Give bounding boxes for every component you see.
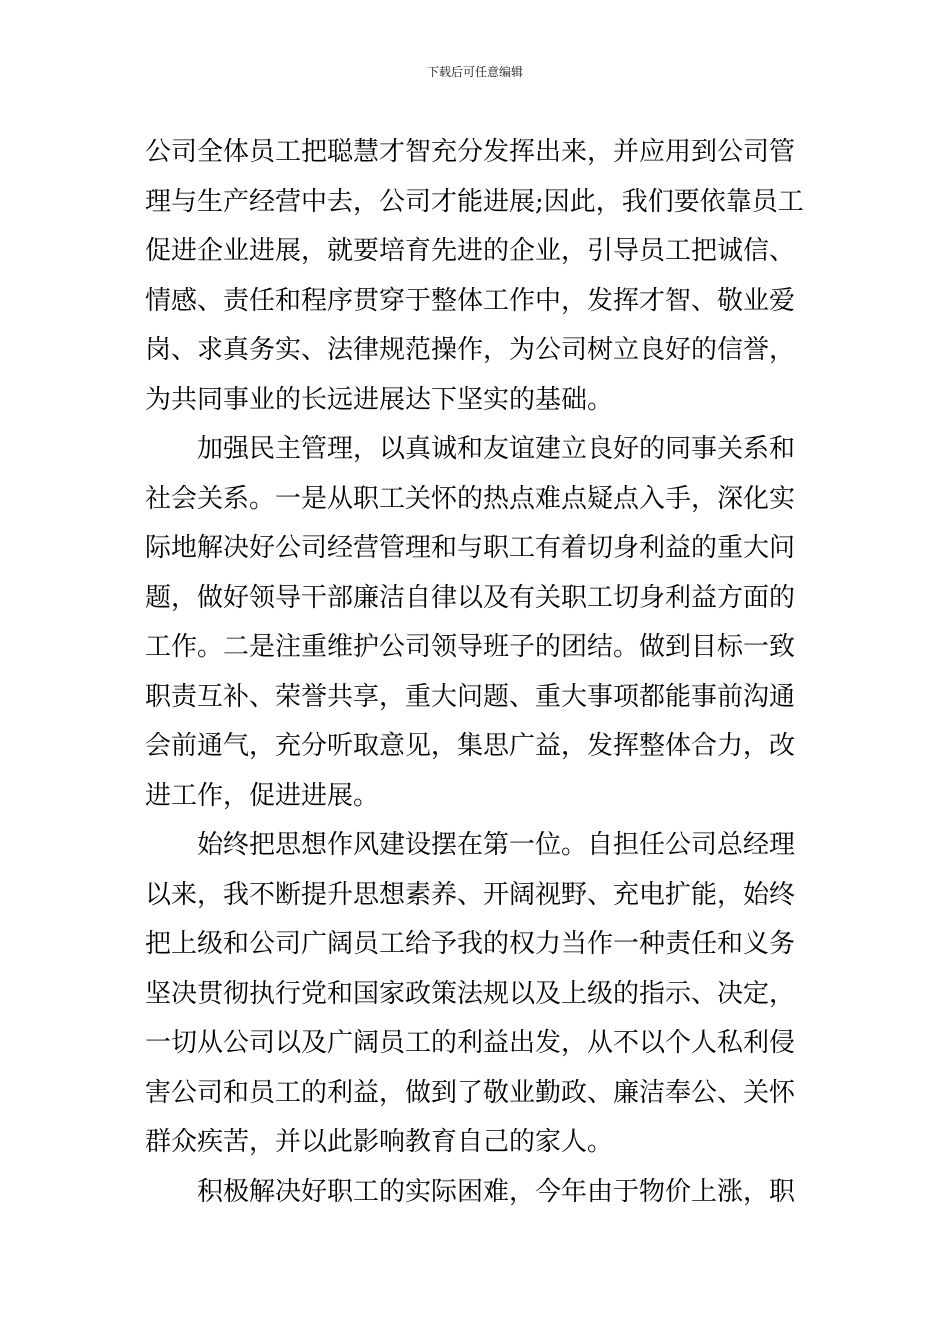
text-line: 加强民主管理，以真诚和友谊建立良好的同事关系和 (145, 434, 796, 464)
text-line: 情感、责任和程序贯穿于整体工作中，发挥才智、敬业爱 (145, 285, 796, 316)
document-body (145, 128, 815, 1217)
text-line: 岗、求真务实、法律规范操作，为公司树立良好的信誉， (145, 335, 796, 365)
text-line: 坚决贯彻执行党和国家政策法规以及上级的指示、决定， (145, 978, 796, 1009)
text-line: 群众疾苦，并以此影响教育自己的家人。 (145, 1127, 614, 1157)
text-line: 际地解决好公司经营管理和与职工有着切身利益的重大问 (145, 533, 796, 563)
text-line: 把上级和公司广阔员工给予我的权力当作一种责任和义务 (145, 929, 796, 959)
text-line: 公司全体员工把聪慧才智充分发挥出来，并应用到公司管 (145, 137, 796, 167)
text-line: 一切从公司以及广阔员工的利益出发，从不以个人私利侵 (145, 1028, 796, 1058)
text-line: 职责互补、荣誉共享，重大问题、重大事项都能事前沟通 (145, 681, 796, 712)
text-line: 害公司和员工的利益，做到了敬业勤政、廉洁奉公、关怀 (145, 1077, 796, 1108)
text-line: 积极解决好职工的实际困难，今年由于物价上涨，职 (145, 1176, 796, 1207)
text-line: 工作。二是注重维护公司领导班子的团结。做到目标一致 (145, 632, 796, 662)
text-line: 为共同事业的长远进展达下坚实的基础。 (145, 384, 614, 415)
text-line: 会前通气，充分听取意见，集思广益，发挥整体合力，改 (145, 731, 796, 761)
text-line: 以来，我不断提升思想素养、开阔视野、充电扩能，始终 (145, 879, 796, 910)
text-line: 题，做好领导干部廉洁自律以及有关职工切身利益方面的 (145, 582, 796, 613)
text-line: 理与生产经营中去，公司才能进展;因此，我们要依靠员工 (145, 186, 804, 217)
text-line: 进工作，促进进展。 (145, 780, 380, 811)
page-header: 下载后可任意编辑 (426, 65, 523, 79)
text-line: 促进企业进展，就要培育先进的企业，引导员工把诚信、 (145, 236, 796, 266)
text-line: 社会关系。一是从职工关怀的热点难点疑点入手，深化实 (145, 483, 796, 514)
text-line: 始终把思想作风建设摆在第一位。自担任公司总经理 (145, 830, 796, 860)
